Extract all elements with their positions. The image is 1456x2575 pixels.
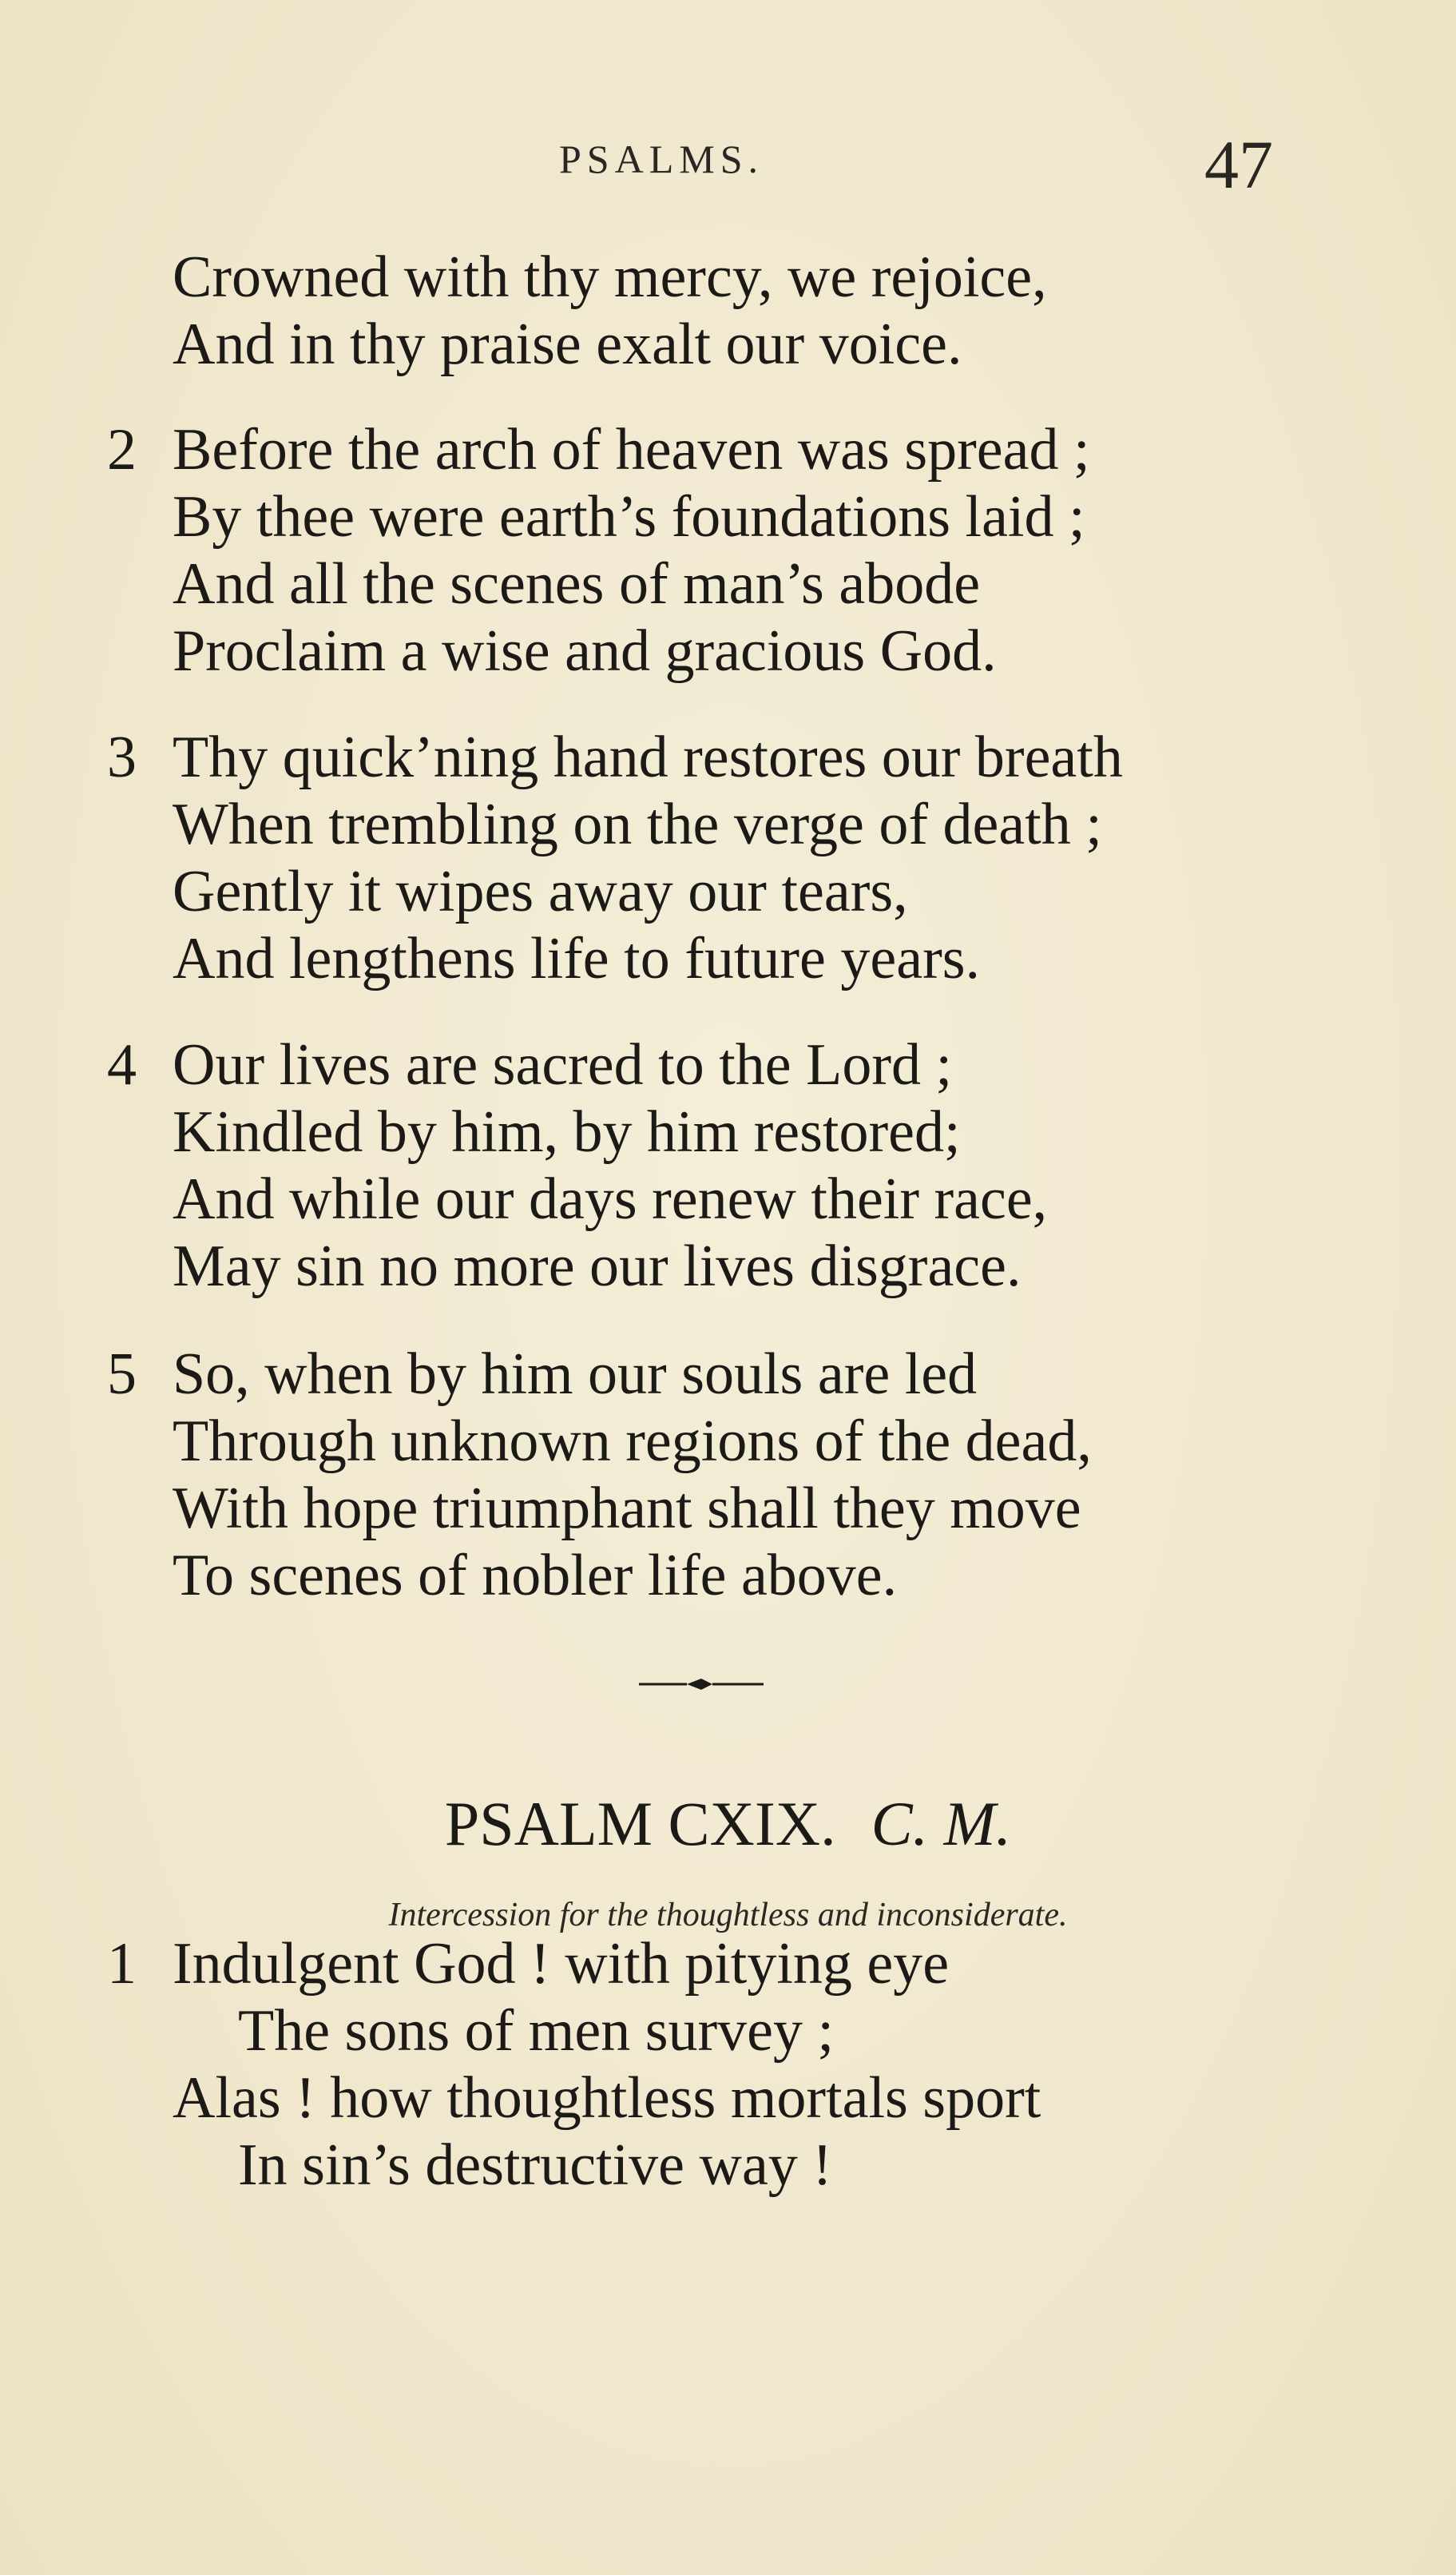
stanza-number: 1 <box>107 1931 137 1997</box>
verse-line: Proclaim a wise and gracious God. <box>173 618 997 684</box>
psalm-subtitle: Intercession for the thoughtless and inconsiderate. <box>388 1897 1068 1933</box>
verse-line: The sons of men survey ; <box>238 1998 835 2064</box>
page-number: 47 <box>1204 126 1273 203</box>
verse-line: So, when by him our souls are led <box>173 1341 978 1407</box>
stanza-number: 2 <box>107 417 137 483</box>
stanza-number: 5 <box>107 1341 137 1407</box>
psalm-heading: PSALM CXIX. <box>444 1789 836 1858</box>
verse-line: And lengthens life to future years. <box>173 926 981 991</box>
verse-line: Our lives are sacred to the Lord ; <box>173 1032 953 1098</box>
verse-line: With hope triumphant shall they move <box>173 1476 1081 1541</box>
running-title: PSALMS. <box>559 137 764 181</box>
psalm-title <box>0 1788 1456 1860</box>
verse-line: When trembling on the verge of death ; <box>173 792 1102 857</box>
verse-line: Before the arch of heaven was spread ; <box>173 417 1090 483</box>
verse-line: And all the scenes of man’s abode <box>173 551 981 617</box>
ornament-divider-icon <box>639 1676 764 1692</box>
verse-line: Indulgent God ! with pitying eye <box>173 1931 950 1997</box>
verse-line: Through unknown regions of the dead, <box>173 1409 1092 1474</box>
verse-line: In sin’s destructive way ! <box>238 2132 832 2198</box>
stanza-number: 3 <box>107 725 137 790</box>
verse-line: And while our days renew their race, <box>173 1166 1048 1232</box>
psalm-meter: C. M. <box>871 1789 1012 1858</box>
stanza-number: 4 <box>107 1032 137 1098</box>
verse-line: And in thy praise exalt our voice. <box>173 312 962 377</box>
verse-line: Crowned with thy mercy, we rejoice, <box>173 244 1047 310</box>
verse-line: Kindled by him, by him restored; <box>173 1099 961 1165</box>
verse-line: To scenes of nobler life above. <box>173 1543 898 1608</box>
verse-line: Thy quick’ning hand restores our breath <box>173 725 1123 790</box>
verse-line: Gently it wipes away our tears, <box>173 859 908 924</box>
verse-line: By thee were earth’s foundations laid ; <box>173 484 1085 550</box>
running-head <box>0 126 1456 203</box>
verse-line: May sin no more our lives disgrace. <box>173 1234 1022 1299</box>
verse-line: Alas ! how thoughtless mortals sport <box>173 2065 1041 2131</box>
